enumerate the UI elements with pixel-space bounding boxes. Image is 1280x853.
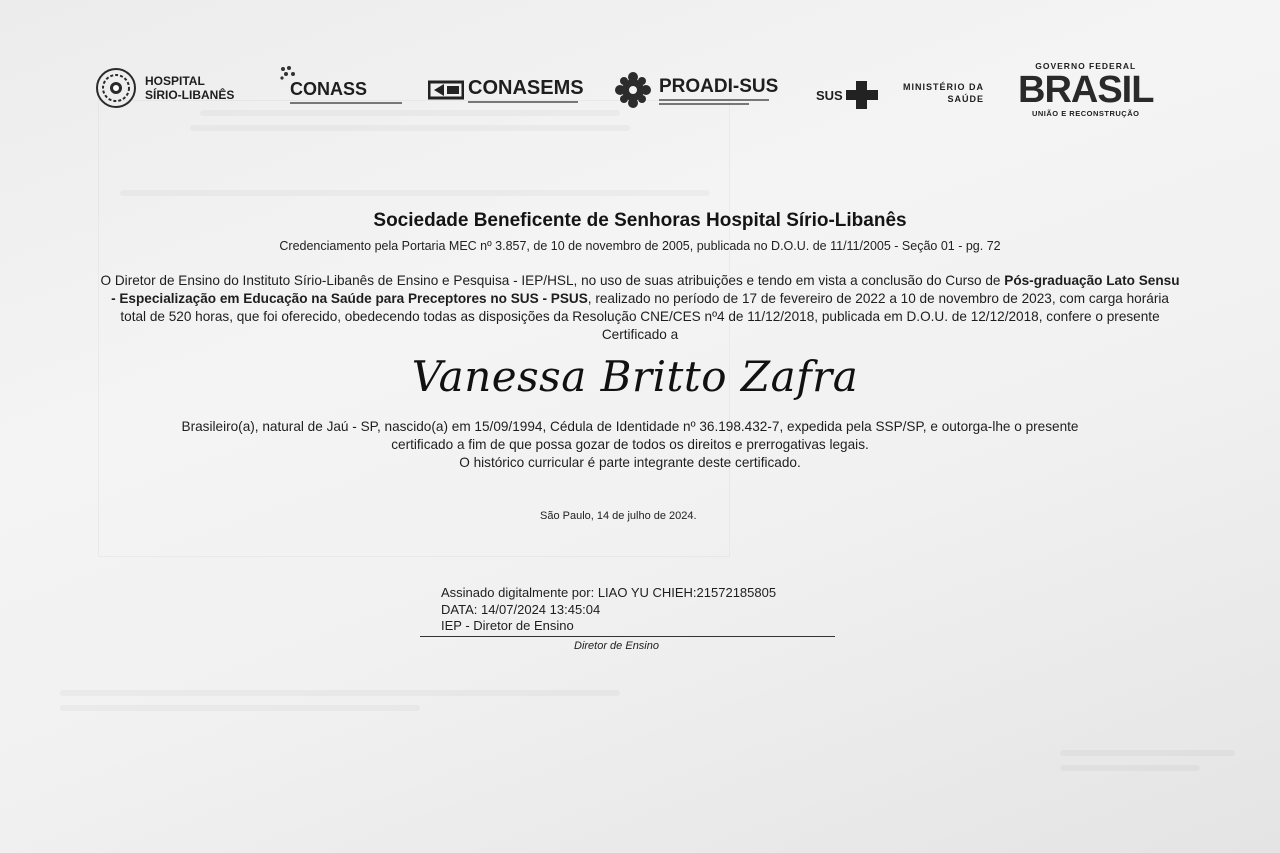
show-through-mark bbox=[60, 690, 620, 696]
course-name: Pós-graduação Lato Sensu - Especialização em Educação na Saúde para Preceptores no SUS - PSUS bbox=[111, 273, 1180, 306]
accreditation-line: Credenciamento pela Portaria MEC nº 3.857, de 10 de novembro de 2005, publicada no D.O.U. de 11/11/2005 - Seção 01 - pg. 72 bbox=[279, 239, 1001, 253]
body-text: O Diretor de Ensino do Instituto Sírio-Libanês de Ensino e Pesquisa - IEP/HSL, no uso de suas atribuições e tendo em vista a conclusão do Curso de bbox=[100, 273, 1005, 288]
conasems-subtitle bbox=[468, 101, 578, 103]
conass-wordmark: CONASS bbox=[290, 79, 368, 99]
hospital-emblem-icon bbox=[95, 67, 137, 109]
body-text: , realizado no período de 17 de fevereiro de 2022 a 10 de novembro de 2023, com carga horária total de 520 horas, que foi oferecido, obedecendo todas as disposições da Resolução CNE/CES nº4 de 11/12/2018, publicada em D.O.U. de 12/12/2018, confere o presente Certificado a bbox=[120, 291, 1169, 342]
logo-text-line: MINISTÉRIO DA bbox=[903, 82, 985, 92]
conasems-mark-icon bbox=[428, 80, 464, 100]
digital-signature-block bbox=[441, 585, 776, 635]
show-through-mark bbox=[1060, 750, 1235, 756]
signature-label: Diretor de Ensino bbox=[574, 640, 659, 652]
logo-text-line: SÍRIO-LIBANÊS bbox=[145, 88, 235, 102]
conass-subtitle bbox=[290, 102, 402, 104]
conasems-wordmark: CONASEMS bbox=[468, 77, 584, 99]
details-line: O histórico curricular é parte integrante deste certificado. bbox=[459, 455, 801, 470]
proadi-gear-icon bbox=[613, 70, 653, 110]
logo-text-line: HOSPITAL bbox=[145, 74, 205, 88]
recipient-name: Vanessa Britto Zafra bbox=[411, 352, 859, 401]
signature-signer: Assinado digitalmente por: LIAO YU CHIEH:21572185805 bbox=[441, 585, 777, 600]
signature-role: IEP - Diretor de Ensino bbox=[441, 618, 574, 633]
certificate-body bbox=[100, 272, 1180, 344]
gov-bottom-text: UNIÃO E RECONSTRUÇÃO bbox=[1031, 109, 1140, 118]
show-through-mark bbox=[60, 705, 420, 711]
signature-date: DATA: 14/07/2024 13:45:04 bbox=[441, 601, 601, 617]
logo-bar bbox=[0, 0, 1280, 140]
ministerio-saude-logo bbox=[903, 81, 984, 105]
conasems-logo bbox=[428, 77, 584, 103]
signature-line bbox=[420, 636, 835, 637]
sus-wordmark: SUS bbox=[816, 87, 843, 103]
sus-cross-icon bbox=[845, 80, 879, 110]
proadi-subtitle bbox=[659, 99, 769, 101]
details-line: Brasileiro(a), natural de Jaú - SP, nascido(a) em 15/09/1994, Cédula de Identidade nº 36.198.432-7, expedida pela SSP/SP, e outorga-lhe o presente bbox=[181, 419, 1079, 434]
show-through-mark bbox=[120, 190, 710, 196]
show-through-mark bbox=[1060, 765, 1200, 771]
details-line: certificado a fim de que possa gozar de todos os direitos e prerrogativas legais. bbox=[391, 437, 869, 452]
logo-text-line: SAÚDE bbox=[947, 94, 985, 104]
proadi-sus-logo bbox=[613, 70, 778, 110]
proadi-subtitle bbox=[659, 103, 749, 105]
certificate-title: Sociedade Beneficente de Senhoras Hospital Sírio-Libanês bbox=[373, 210, 907, 231]
hospital-sirio-libanes-logo bbox=[95, 67, 234, 109]
sus-logo bbox=[816, 80, 879, 110]
place-date: São Paulo, 14 de julho de 2024. bbox=[540, 510, 697, 522]
conass-logo bbox=[279, 65, 402, 104]
gov-top-text: GOVERNO FEDERAL bbox=[1035, 61, 1137, 71]
governo-federal-brasil-logo bbox=[1018, 61, 1153, 118]
recipient-details bbox=[110, 418, 1150, 472]
gov-brasil-wordmark: BRASIL bbox=[1018, 69, 1154, 111]
proadi-wordmark: PROADI-SUS bbox=[659, 75, 779, 97]
